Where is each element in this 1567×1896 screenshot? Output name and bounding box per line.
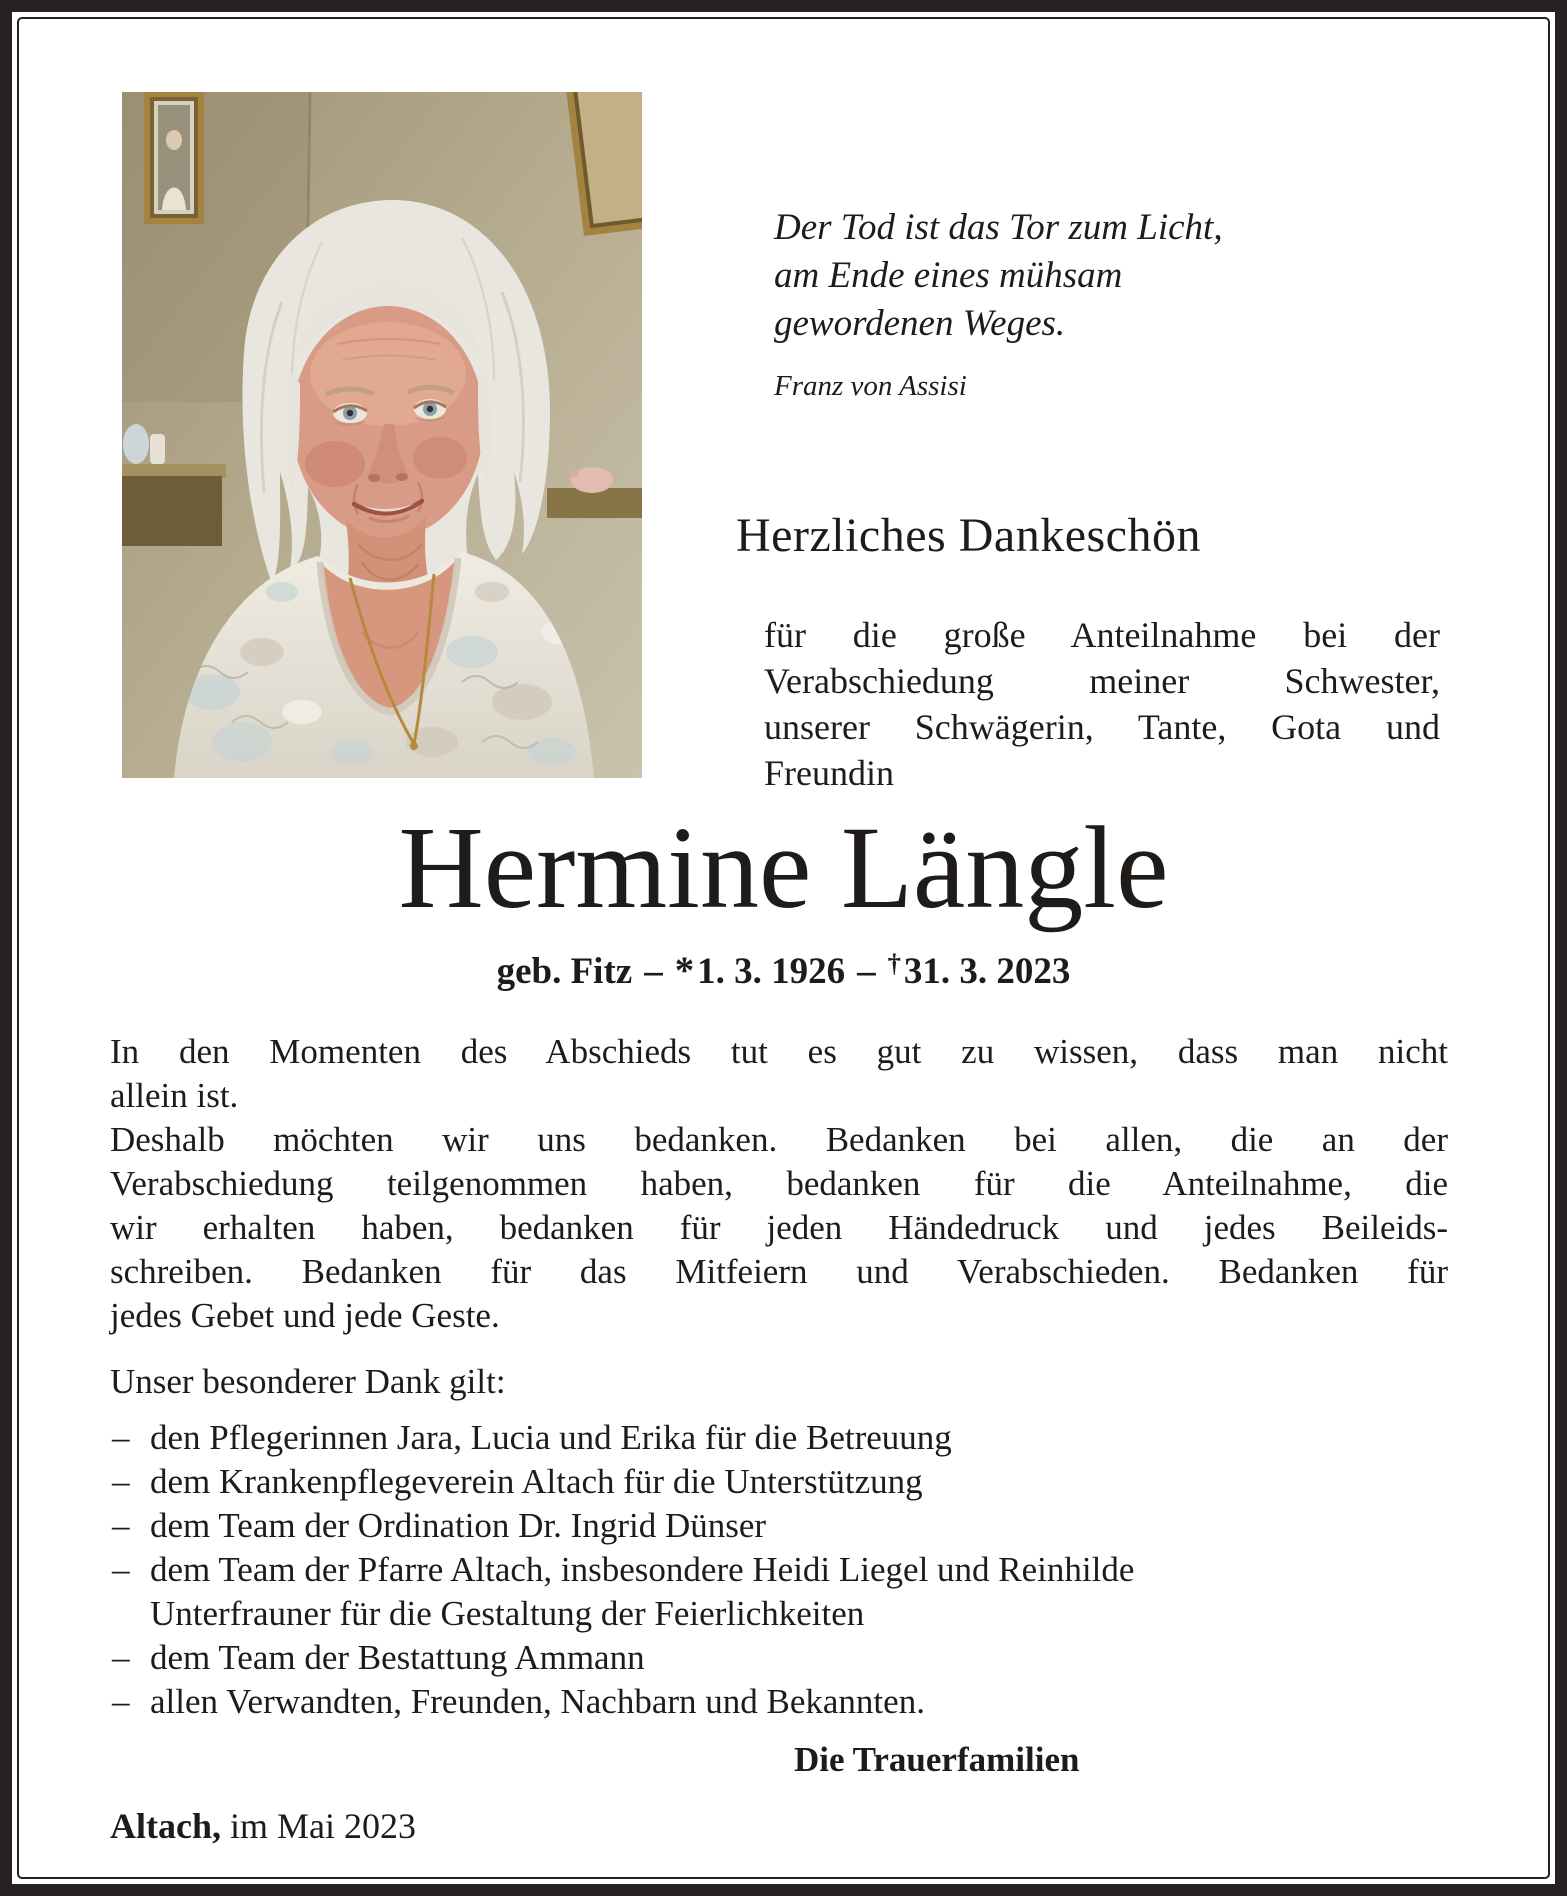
memorial-quote (774, 204, 1223, 410)
text-line: allen Verwandten, Freunden, Nachbarn und Bekannten. (150, 1682, 925, 1721)
quote-line: am Ende eines mühsam (774, 255, 1123, 296)
deceased-name: Hermine Längle (398, 802, 1169, 933)
place: Altach, (110, 1806, 221, 1846)
dash-bullet: – (112, 1418, 130, 1457)
body-paragraph (110, 1030, 1448, 1118)
thanks-list-item (110, 1636, 1448, 1680)
dash-bullet: – (112, 1550, 130, 1589)
signature: Die Trauerfamilien (794, 1740, 1080, 1779)
place-date (110, 1804, 1448, 1848)
text-line: Verabschiedung teilgenommen haben, bedanken für die Anteilnahme, die (110, 1164, 1448, 1203)
text-line: allein ist. (110, 1076, 239, 1115)
death-cross-symbol: † (887, 947, 901, 978)
text-line: Deshalb möchten wir uns bedanken. Bedanken bei allen, die an der (110, 1120, 1448, 1159)
dash-separator: – (857, 950, 876, 992)
thanks-list-item (110, 1416, 1448, 1460)
thanks-intro (764, 612, 1440, 796)
portrait-photo (122, 92, 642, 778)
birth-date: 1. 3. 1926 (697, 950, 846, 992)
text-line: für die große Anteilnahme bei der (764, 615, 1440, 655)
maiden-name: geb. Fitz (496, 950, 633, 992)
main-text (110, 1030, 1448, 1848)
text-line: dem Team der Ordination Dr. Ingrid Dünser (150, 1506, 767, 1545)
quote-line: Der Tod ist das Tor zum Licht, (774, 207, 1223, 248)
dash-bullet: – (112, 1682, 130, 1721)
text-line: den Pflegerinnen Jara, Lucia und Erika für die Betreuung (150, 1418, 952, 1457)
text-line: jedes Gebet und jede Geste. (110, 1296, 500, 1335)
thanks-list-item (110, 1460, 1448, 1504)
dash-separator: – (644, 950, 663, 992)
body-paragraph (110, 1118, 1448, 1338)
text-line: dem Team der Pfarre Altach, insbesondere Heidi Liegel und Reinhilde (150, 1550, 1135, 1589)
text-line: Verabschiedung meiner Schwester, (764, 661, 1440, 701)
text-line: wir erhalten haben, bedanken für jeden Händedruck und jedes Beileids- (110, 1208, 1448, 1247)
dash-bullet: – (112, 1506, 130, 1545)
special-thanks-heading: Unser besonderer Dank gilt: (110, 1362, 506, 1401)
portrait-photo-illustration (122, 92, 642, 778)
special-thanks-list (110, 1416, 1448, 1724)
text-line: In den Momenten des Abschieds tut es gut zu wissen, dass man nicht (110, 1032, 1448, 1071)
quote-line: gewordenen Weges. (774, 303, 1066, 344)
text-line: Unterfrauner für die Gestaltung der Feierlichkeiten (150, 1594, 865, 1633)
thanks-list-item (110, 1548, 1448, 1636)
deceased-dates (12, 948, 1555, 993)
quote-attribution: Franz von Assisi (774, 370, 967, 402)
death-date: 31. 3. 2023 (903, 950, 1071, 992)
dash-bullet: – (112, 1462, 130, 1501)
date: im Mai 2023 (230, 1806, 416, 1846)
text-line: schreiben. Bedanken für das Mitfeiern und Verabschieden. Bedanken für (110, 1252, 1448, 1291)
dash-bullet: – (112, 1638, 130, 1677)
text-line: unserer Schwägerin, Tante, Gota und (764, 707, 1440, 747)
birth-star-symbol: * (674, 948, 695, 992)
thanks-list-item (110, 1504, 1448, 1548)
thanks-heading: Herzliches Dankeschön (736, 509, 1201, 562)
text-line: dem Krankenpflegeverein Altach für die Unterstützung (150, 1462, 923, 1501)
deceased-name-block (12, 800, 1555, 993)
text-line: dem Team der Bestattung Ammann (150, 1638, 645, 1677)
thanks-list-item (110, 1680, 1448, 1724)
text-line: Freundin (764, 753, 894, 793)
